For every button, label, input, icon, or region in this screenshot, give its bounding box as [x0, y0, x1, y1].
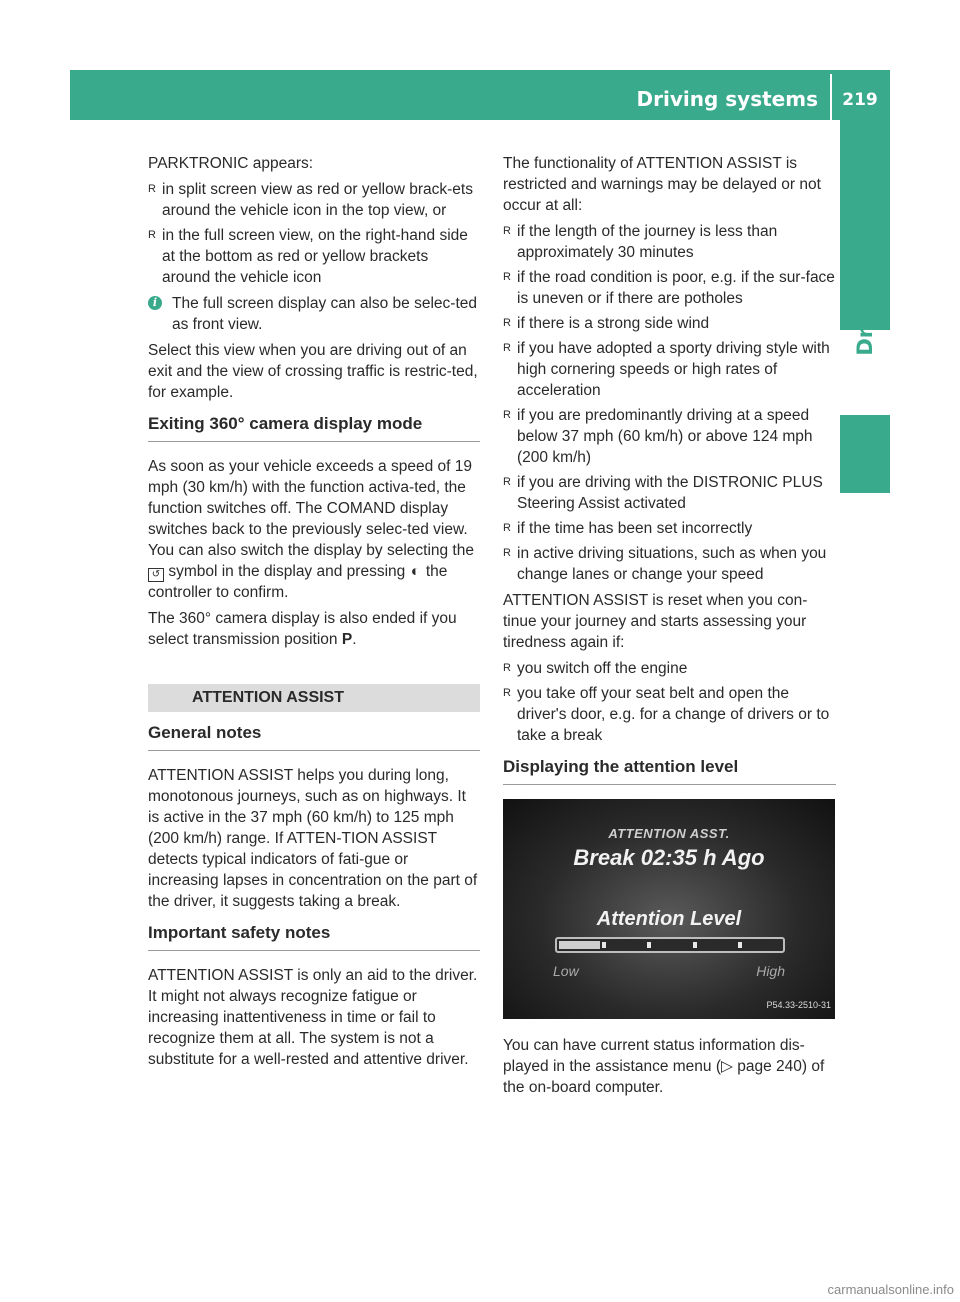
list-item: R in split screen view as red or yellow brack-ets around the vehicle icon in the top view, or: [148, 181, 473, 219]
heading-exit-camera: Exiting 360° camera display mode: [148, 413, 480, 442]
watermark: carmanualsonline.info: [827, 1282, 954, 1297]
bullet-icon: R: [503, 522, 511, 534]
restriction-list: [503, 221, 836, 585]
back-symbol-icon: ↺: [148, 568, 164, 582]
bullet-icon: R: [503, 225, 511, 237]
header-divider: [830, 74, 832, 120]
list-item: R you switch off the engine: [503, 660, 688, 677]
chapter-label: Driving and parking: [853, 120, 877, 356]
list-item: R if the time has been set incorrectly: [503, 520, 753, 537]
general-paragraph: ATTENTION ASSIST helps you during long, monotonous journeys, such as on highways. It is active in the 37 mph (60 km/h) to 125 mph (200 km/h) range. If ATTEN-TION ASSIST detects typical indicators of fati-gue or increasing lapses in concentration on the part of the driver, it suggests taking a break.: [148, 767, 478, 910]
level-tick: [693, 942, 697, 948]
header-bar: [70, 70, 890, 120]
attention-level-fill: [559, 941, 600, 949]
list-item: R if the length of the journey is less than approximately 30 minutes: [503, 223, 778, 261]
list-item: R if you are predominantly driving at a speed below 37 mph (60 km/h) or above 124 mph (200 km/h): [503, 407, 813, 466]
bullet-icon: R: [148, 183, 156, 195]
bullet-icon: R: [503, 409, 511, 421]
bullet-icon: R: [503, 662, 511, 674]
left-column: [148, 153, 480, 1075]
safety-paragraph: ATTENTION ASSIST is only an aid to the driver. It might not always recognize fatigue or increasing inattentiveness in time or fail to recognize them at all. The system is not a substitute for a well-rested and attentive driver.: [148, 967, 478, 1068]
level-tick: [738, 942, 742, 948]
bullet-icon: R: [503, 317, 511, 329]
heading-safety-notes: Important safety notes: [148, 922, 480, 951]
list-item: R you take off your seat belt and open the driver's door, e.g. for a change of drivers or to take a break: [503, 685, 830, 744]
bullet-icon: R: [503, 476, 511, 488]
attention-level-display-image: [503, 799, 835, 1019]
reset-paragraph: ATTENTION ASSIST is reset when you con-tinue your journey and starts assessing your tiredness again if:: [503, 592, 808, 651]
section-band-attention-assist: ATTENTION ASSIST: [148, 684, 480, 712]
exit-view-paragraph: Select this view when you are driving out of an exit and the view of crossing traffic is restric-ted, for example.: [148, 342, 478, 401]
level-tick: [647, 942, 651, 948]
bullet-icon: R: [503, 342, 511, 354]
restriction-intro: The functionality of ATTENTION ASSIST is restricted and warnings may be delayed or not occur at all:: [503, 155, 821, 214]
display-title: ATTENTION ASST.: [608, 826, 730, 841]
bullet-icon: R: [503, 687, 511, 699]
section-title: Driving systems: [636, 87, 818, 111]
side-marker: [840, 415, 890, 493]
parktronic-intro: PARKTRONIC appears:: [148, 155, 314, 172]
level-tick: [602, 942, 606, 948]
heading-general-notes: General notes: [148, 722, 480, 751]
status-paragraph: You can have current status information dis-played in the assistance menu (▷ page 240) of the on-board computer.: [503, 1037, 825, 1096]
list-item: R if the road condition is poor, e.g. if the sur-face is uneven or if there are potholes: [503, 269, 835, 307]
display-level-label: Attention Level: [596, 908, 742, 930]
heading-display-attention: Displaying the attention level: [503, 756, 836, 785]
reset-list: [503, 658, 836, 746]
info-note: i The full screen display can also be selec-ted as front view.: [148, 293, 480, 335]
right-column: [503, 153, 836, 1103]
controller-press-icon: ◐: [410, 563, 421, 580]
parktronic-list: [148, 179, 480, 288]
bullet-icon: R: [148, 229, 156, 241]
list-item: R if there is a strong side wind: [503, 315, 710, 332]
level-high-label: High: [756, 963, 785, 979]
figure-code: P54.33-2510-31: [766, 1000, 831, 1010]
bullet-icon: R: [503, 271, 511, 283]
attention-level-bar: [555, 937, 785, 953]
list-item: R if you are driving with the DISTRONIC PLUS Steering Assist activated: [503, 474, 823, 512]
transmission-paragraph: The 360° camera display is also ended if you select transmission position P.: [148, 610, 457, 648]
list-item: R if you have adopted a sporty driving style with high cornering speeds or high rates of acceleration: [503, 340, 830, 399]
info-icon: i: [148, 296, 162, 310]
exit-paragraph: As soon as your vehicle exceeds a speed of 19 mph (30 km/h) with the function activa-ted, the function switches off. The COMAND display switches back to the previously selec-ted view. You can also switch the display by selecting the ↺ symbol in the display and pressing ◐ the controller to confirm.: [148, 458, 474, 601]
level-low-label: Low: [553, 963, 579, 979]
list-item: R in the full screen view, on the right-hand side at the bottom as red or yellow brackets around the vehicle icon: [148, 227, 468, 286]
display-break-time: Break 02:35 h Ago: [573, 845, 765, 870]
page-number: 219: [842, 90, 878, 110]
bullet-icon: R: [503, 547, 511, 559]
list-item: R in active driving situations, such as when you change lanes or change your speed: [503, 545, 827, 583]
